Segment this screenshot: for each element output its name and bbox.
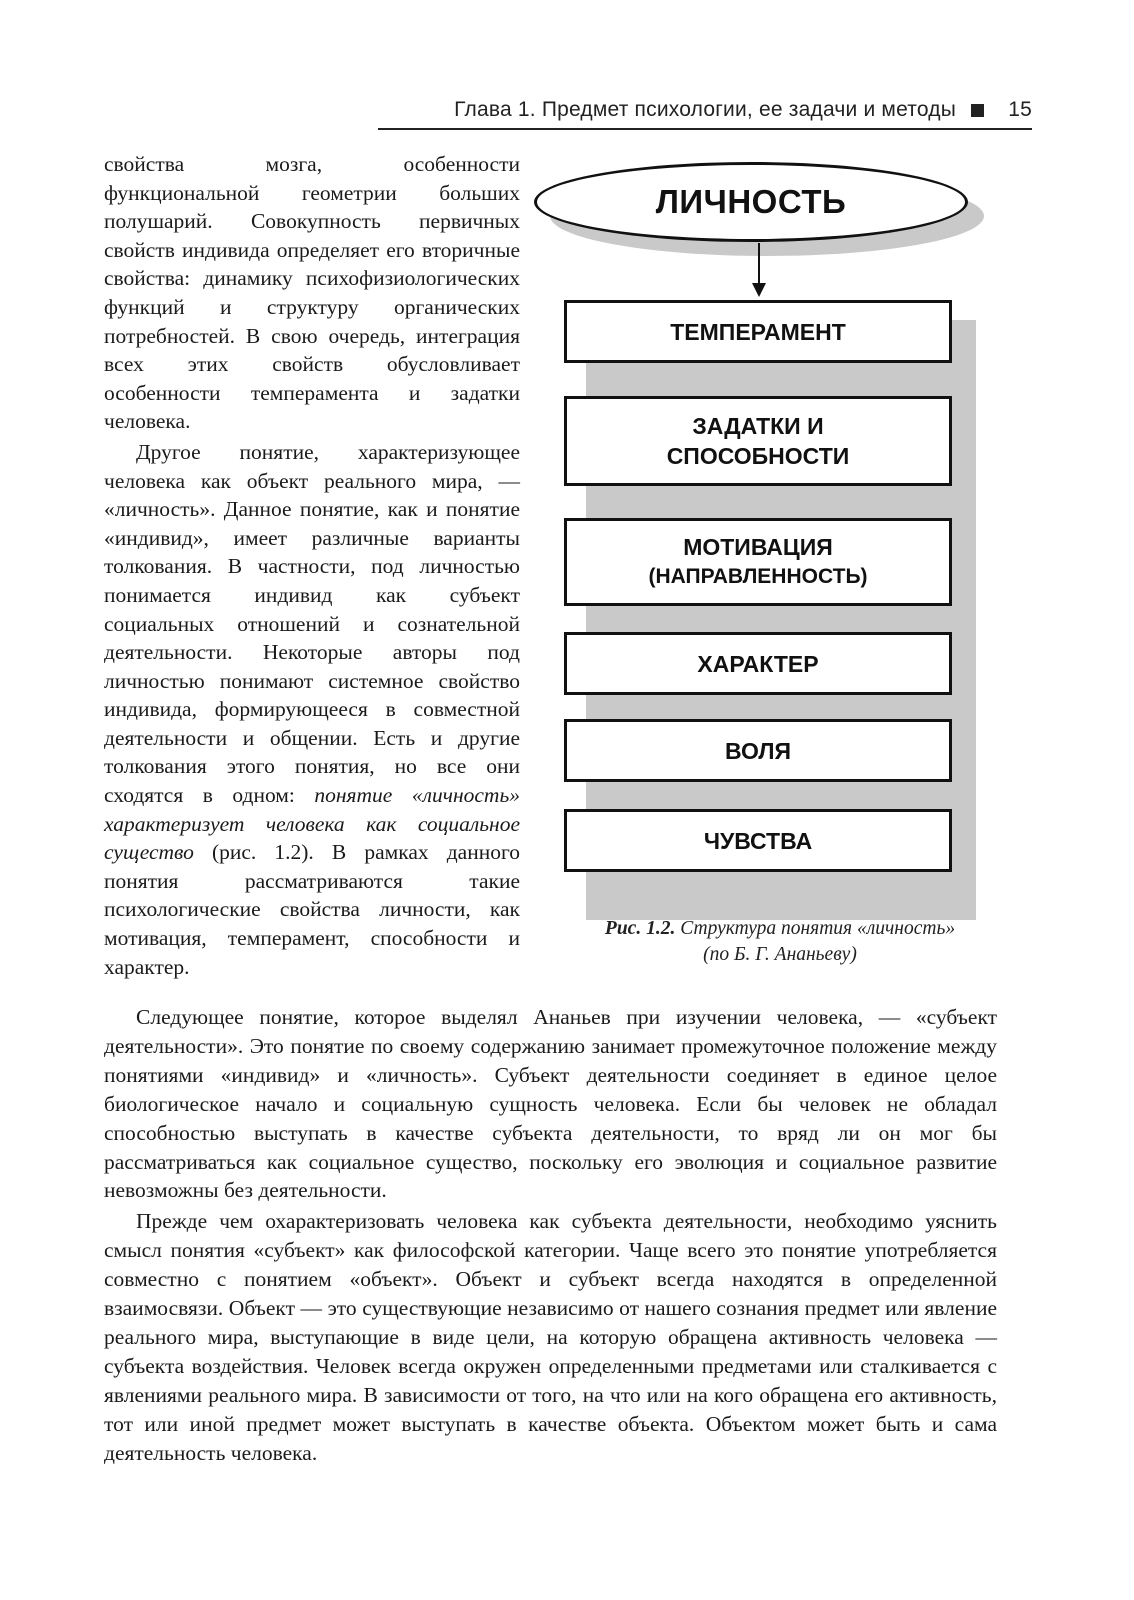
caption-line2: (по Б. Г. Ананьеву) — [703, 944, 857, 965]
paragraph-2-end: (рис. 1.2). В рамках данного понятия рассматриваются такие психологические свойства личности, как мотивация, темперамент, способности и характер. — [104, 840, 520, 979]
running-head — [378, 92, 1032, 130]
box-line1: ВОЛЯ — [724, 737, 792, 764]
paragraph-2-emphasis: понятие «личность» характеризует человека как социальное существо — [104, 783, 520, 865]
box-character — [564, 632, 952, 695]
box-line1: МОТИВАЦИЯ — [683, 534, 833, 560]
box-line2: (НАПРАВЛЕННОСТЬ) — [648, 565, 868, 588]
personality-ellipse — [534, 162, 968, 242]
paragraph-1: свойства мозга, особенности функциональной геометрии больших полушарий. Совокупность первичных свойств индивида определяет его вторичные свойства: динамику психофизиологических функций и структуру органических потребностей. В свою очередь, интеграция всех этих свойств обусловливает особенности темперамента и задатки человека. — [104, 152, 520, 434]
page-number: 15 — [1008, 98, 1032, 121]
box-line1: ТЕМПЕРАМЕНТ — [670, 318, 846, 345]
box-line2: СПОСОБНОСТИ — [666, 443, 850, 469]
column-text — [104, 150, 520, 981]
paragraph-4: Прежде чем охарактеризовать человека как субъекта деятельности, необходимо уяснить смысл понятия «субъект» как философской категории. Чаще всего это понятие употребляется совместно с понятием «объект». Объект и субъект всегда находятся в определенной взаимосвязи. Объект — это существующие независимо от нашего сознания предмет или явление реального мира, выступающие в виде цели, на которую обращена активность человека — субъекта воздействия. Человек всегда окружен определенными предметами или сталкивается с явлениями реального мира. В зависимости от того, на что или на кого обращена его активность, тот или иной предмет может выступать в качестве объекта. Объектом может быть и сама деятельность человека. — [104, 1209, 997, 1465]
figure-structure — [540, 150, 1020, 990]
paragraph-2-start: Другое понятие, характеризующее человека как объект реального мира, — «личность». Данное понятие, как и понятие «индивид», имеет различные варианты толкования. В частности, под личностью понимается индивид как субъект социальных отношений и сознательной деятельности. Некоторые авторы под личностью понимают системное свойство индивида, формирующееся в совместной деятельности и общении. Есть и другие толкования этого понятия, но все они сходятся в одном: — [104, 439, 520, 808]
box-line1: ЧУВСТВА — [703, 827, 813, 854]
ellipse-label: ЛИЧНОСТЬ — [655, 183, 847, 220]
arrow-down-icon — [758, 243, 760, 283]
square-bullet-icon — [971, 104, 984, 117]
box-motivation — [564, 518, 952, 606]
caption-text: Структура понятия «личность» — [675, 918, 956, 939]
figure-caption — [550, 916, 1010, 968]
box-will — [564, 719, 952, 782]
box-feelings — [564, 809, 952, 872]
box-line1: ЗАДАТКИ И — [692, 413, 824, 439]
box-abilities — [564, 396, 952, 486]
box-line1: ХАРАКТЕР — [697, 650, 819, 677]
caption-label: Рис. 1.2. — [604, 918, 676, 939]
box-temperament — [564, 300, 952, 363]
paragraph-2 — [104, 438, 520, 981]
chapter-title: Глава 1. Предмет психологии, ее задачи и методы — [454, 98, 956, 121]
full-width-text — [104, 1003, 997, 1468]
paragraph-3: Следующее понятие, которое выделял Ананьев при изучении человека, — «субъект деятельности». Это понятие по своему содержанию занимает промежуточное положение между понятиями «индивид» и «личность». Субъект деятельности соединяет в единое целое биологическое начало и социальную сущность человека. Если бы человек не обладал способностью выступать в качестве субъекта деятельности, то вряд ли он мог бы рассматриваться как социальное существо, поскольку его эволюция и социальное развитие невозможны без деятельности. — [104, 1005, 997, 1203]
arrow-head-icon — [752, 283, 766, 297]
